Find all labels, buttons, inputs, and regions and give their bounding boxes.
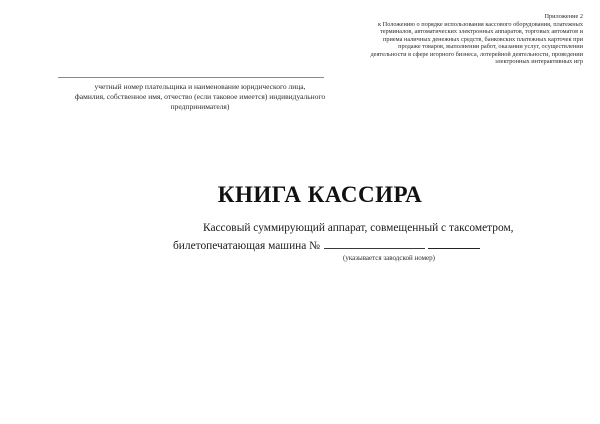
appendix-line: терминалов, автоматических электронных аппаратов, торговых автоматов и bbox=[379, 28, 583, 35]
apparatus-line2-label: билетопечатающая машина № bbox=[173, 240, 321, 252]
payer-caption-line: учетный номер плательщика и наименование юридического лица, bbox=[94, 82, 306, 91]
serial-number-blank-long bbox=[324, 237, 425, 249]
appendix-line: электронных интерактивных игр bbox=[494, 58, 583, 65]
appendix-line: продаже товаров, выполнении работ, оказании услуг, осуществлении bbox=[398, 43, 583, 50]
serial-number-caption: (указывается заводской номер) bbox=[343, 254, 435, 262]
appendix-note bbox=[313, 13, 583, 66]
payer-info-blank-line bbox=[58, 77, 324, 78]
apparatus-section bbox=[173, 220, 514, 263]
appendix-line: приема наличных денежных средств, банковских платежных карточек при bbox=[382, 35, 583, 43]
document-title: КНИГА КАССИРА bbox=[217, 182, 423, 207]
payer-caption bbox=[35, 82, 365, 112]
appendix-line: к Положению о порядке использования кассового оборудования, платежных bbox=[378, 20, 583, 28]
appendix-line: деятельности в сфере игорного бизнеса, лотерейной деятельности, проведении bbox=[370, 50, 583, 58]
apparatus-line2 bbox=[173, 237, 509, 255]
appendix-heading: Приложение 2 bbox=[544, 13, 583, 20]
serial-number-blank-short bbox=[428, 237, 480, 249]
apparatus-line1: Кассовый суммирующий аппарат, совмещенный с таксометром, bbox=[203, 222, 514, 234]
payer-caption-line: предпринимателя) bbox=[170, 102, 230, 111]
payer-caption-line: фамилия, собственное имя, отчество (если таковое имеется) индивидуального bbox=[74, 92, 326, 101]
